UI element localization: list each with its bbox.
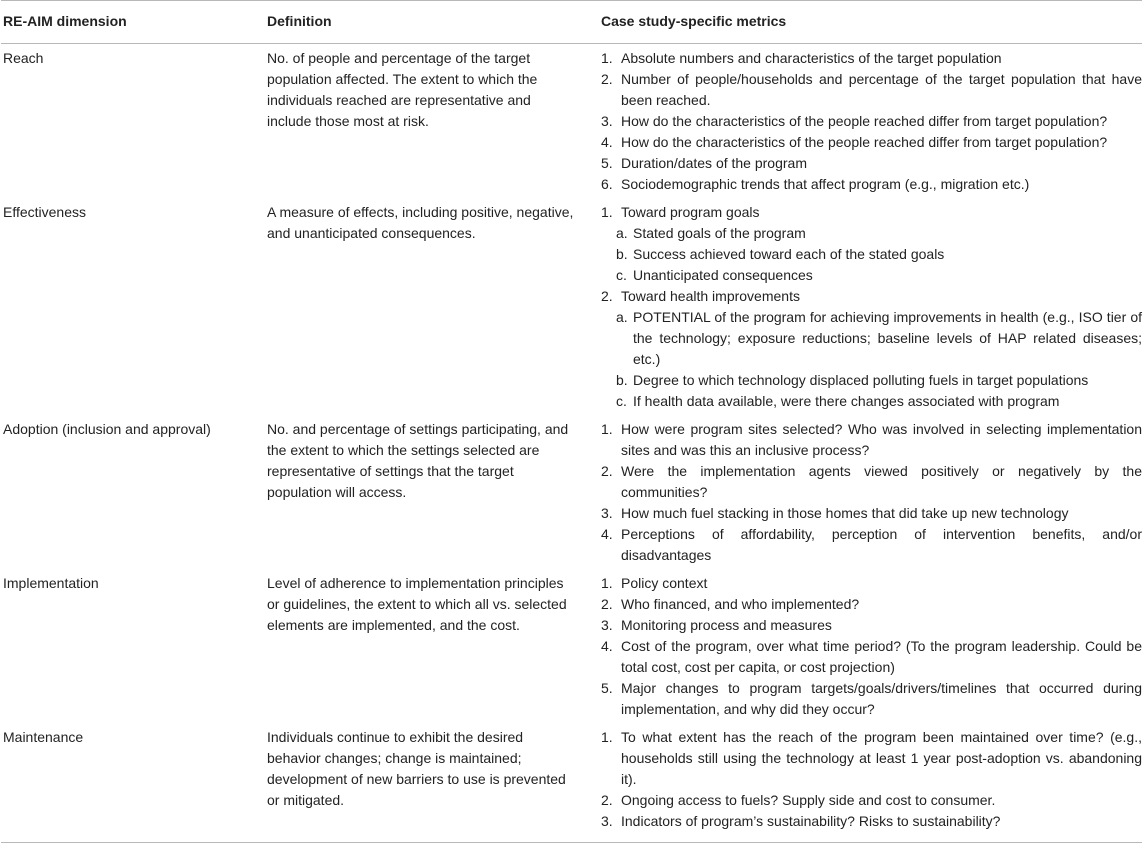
- metric-text: Toward health improvements: [621, 288, 800, 304]
- header-definition: Definition: [254, 1, 585, 44]
- metric-number: c.: [616, 267, 627, 283]
- metric-text: How much fuel stacking in those homes that did take up new technology: [621, 505, 1069, 521]
- metric-item: [601, 69, 1142, 111]
- metric-item: [601, 503, 1142, 524]
- metric-text: Indicators of program’s sustainability? Risks to sustainability?: [621, 813, 1001, 829]
- metric-number: 2.: [601, 288, 613, 304]
- table-body: [1, 44, 1142, 843]
- header-metrics: Case study-specific metrics: [585, 1, 1142, 44]
- metrics-list: [601, 727, 1142, 832]
- metric-item: [601, 132, 1142, 153]
- metric-text: Duration/dates of the program: [621, 155, 807, 171]
- metric-text: Who financed, and who implemented?: [621, 596, 860, 612]
- metric-item: [601, 461, 1142, 503]
- metric-number: a.: [616, 309, 628, 325]
- header-dimension: RE-AIM dimension: [1, 1, 254, 44]
- metric-number: 5.: [601, 680, 613, 696]
- metric-subitem: [601, 370, 1142, 391]
- table-row: [1, 415, 1142, 569]
- metric-item: [601, 153, 1142, 174]
- table-header: [1, 1, 1142, 44]
- metrics-list: [601, 419, 1142, 566]
- definition-cell: No. of people and percentage of the target population affected. The extent to which the individuals reached are representative and include those most at risk.: [267, 50, 538, 129]
- metric-number: 2.: [601, 792, 613, 808]
- metric-number: 3.: [601, 505, 613, 521]
- metric-number: 1.: [601, 204, 613, 220]
- metric-text: Policy context: [621, 575, 708, 591]
- metric-subitem: [601, 223, 1142, 244]
- metric-item: [601, 594, 1142, 615]
- metric-text: Were the implementation agents viewed positively or negatively by the communities?: [621, 463, 1142, 500]
- metric-text: Number of people/households and percentage of the target population that have been reached.: [621, 71, 1142, 108]
- metrics-cell: [585, 198, 1142, 415]
- metric-number: c.: [616, 393, 627, 409]
- metric-item: [601, 111, 1142, 132]
- metric-text: Perceptions of affordability, perception of intervention benefits, and/or disadvantages: [621, 526, 1142, 563]
- re-aim-table: [1, 0, 1142, 843]
- metric-number: 1.: [601, 421, 613, 437]
- metric-number: 1.: [601, 575, 613, 591]
- metric-subitem: [601, 391, 1142, 412]
- metric-text: Monitoring process and measures: [621, 617, 832, 633]
- metric-text: If health data available, were there changes associated with program: [633, 393, 1060, 409]
- metric-item: [601, 636, 1142, 678]
- metrics-cell: [585, 415, 1142, 569]
- metric-item: [601, 48, 1142, 69]
- metric-subitem: [601, 307, 1142, 370]
- metric-number: 4.: [601, 134, 613, 150]
- definition-cell: A measure of effects, including positive, negative, and unanticipated consequences.: [267, 204, 574, 241]
- metrics-cell: [585, 569, 1142, 723]
- definition-cell: Individuals continue to exhibit the desired behavior changes; change is maintained; development of new barriers to use is prevented or mitigated.: [254, 723, 585, 843]
- metric-number: 1.: [601, 729, 613, 745]
- metric-text: Major changes to program targets/goals/drivers/timelines that occurred during implementation, and why did they occur?: [621, 680, 1142, 717]
- metric-number: 3.: [601, 113, 613, 129]
- metric-text: Degree to which technology displaced polluting fuels in target populations: [633, 372, 1089, 388]
- table-row: [1, 723, 1142, 843]
- metric-subitem: [601, 244, 1142, 265]
- metric-number: 2.: [601, 71, 613, 87]
- metric-item: [601, 419, 1142, 461]
- metric-item: [601, 202, 1142, 223]
- metric-text: Ongoing access to fuels? Supply side and cost to consumer.: [621, 792, 996, 808]
- metric-text: POTENTIAL of the program for achieving improvements in health (e.g., ISO tier of the technology; exposure reductions; baseline levels of HAP related diseases; etc.): [633, 309, 1142, 367]
- dimension-cell: Reach: [3, 50, 44, 66]
- metric-number: 3.: [601, 617, 613, 633]
- metric-text: Cost of the program, over what time period? (To the program leadership. Could be total cost, cost per capita, or cost projection): [621, 638, 1142, 675]
- metric-number: b.: [616, 372, 628, 388]
- metric-text: Toward program goals: [621, 204, 760, 220]
- definition-cell: No. and percentage of settings participating, and the extent to which the settings selected are representative of settings that the target population will access.: [267, 421, 569, 500]
- metric-number: 4.: [601, 638, 613, 654]
- metric-text: How were program sites selected? Who was involved in selecting implementation sites and was this an inclusive process?: [621, 421, 1142, 458]
- metric-text: Sociodemographic trends that affect program (e.g., migration etc.): [621, 176, 1030, 192]
- metric-text: To what extent has the reach of the program been maintained over time? (e.g., households still using the technology at least 1 year post-adoption vs. abandoning it).: [621, 729, 1142, 787]
- metrics-list: [601, 573, 1142, 720]
- metric-number: a.: [616, 225, 628, 241]
- metrics-cell: [585, 723, 1142, 843]
- metric-text: How do the characteristics of the people reached differ from target population?: [621, 113, 1108, 129]
- metric-item: [601, 790, 1142, 811]
- metric-text: Stated goals of the program: [633, 225, 806, 241]
- metric-text: Unanticipated consequences: [633, 267, 813, 283]
- metric-item: [601, 615, 1142, 636]
- table-row: [1, 198, 1142, 415]
- table-row: [1, 569, 1142, 723]
- dimension-cell: Effectiveness: [3, 204, 87, 220]
- dimension-cell: Adoption (inclusion and approval): [3, 421, 211, 437]
- metrics-list: [601, 48, 1142, 195]
- metric-text: How do the characteristics of the people reached differ from target population?: [621, 134, 1108, 150]
- metric-item: [601, 727, 1142, 790]
- dimension-cell: Maintenance: [1, 723, 254, 843]
- metric-number: 5.: [601, 155, 613, 171]
- metric-item: [601, 678, 1142, 720]
- metric-text: Success achieved toward each of the stated goals: [633, 246, 945, 262]
- metric-item: [601, 524, 1142, 566]
- metric-number: 1.: [601, 50, 613, 66]
- metric-number: b.: [616, 246, 628, 262]
- metric-number: 6.: [601, 176, 613, 192]
- table-row: [1, 44, 1142, 199]
- metric-number: 3.: [601, 813, 613, 829]
- metrics-list: [601, 202, 1142, 412]
- header-row: [1, 1, 1142, 44]
- definition-cell: Level of adherence to implementation principles or guidelines, the extent to which all vs. selected elements are implemented, and the cost.: [267, 575, 567, 633]
- metric-item: [601, 174, 1142, 195]
- metric-item: [601, 573, 1142, 594]
- dimension-cell: Implementation: [3, 575, 99, 591]
- metric-number: 4.: [601, 526, 613, 542]
- metric-item: [601, 286, 1142, 307]
- metric-subitem: [601, 265, 1142, 286]
- metric-number: 2.: [601, 463, 613, 479]
- metric-text: Absolute numbers and characteristics of the target population: [621, 50, 1002, 66]
- metrics-cell: [585, 44, 1142, 199]
- metric-item: [601, 811, 1142, 832]
- metric-number: 2.: [601, 596, 613, 612]
